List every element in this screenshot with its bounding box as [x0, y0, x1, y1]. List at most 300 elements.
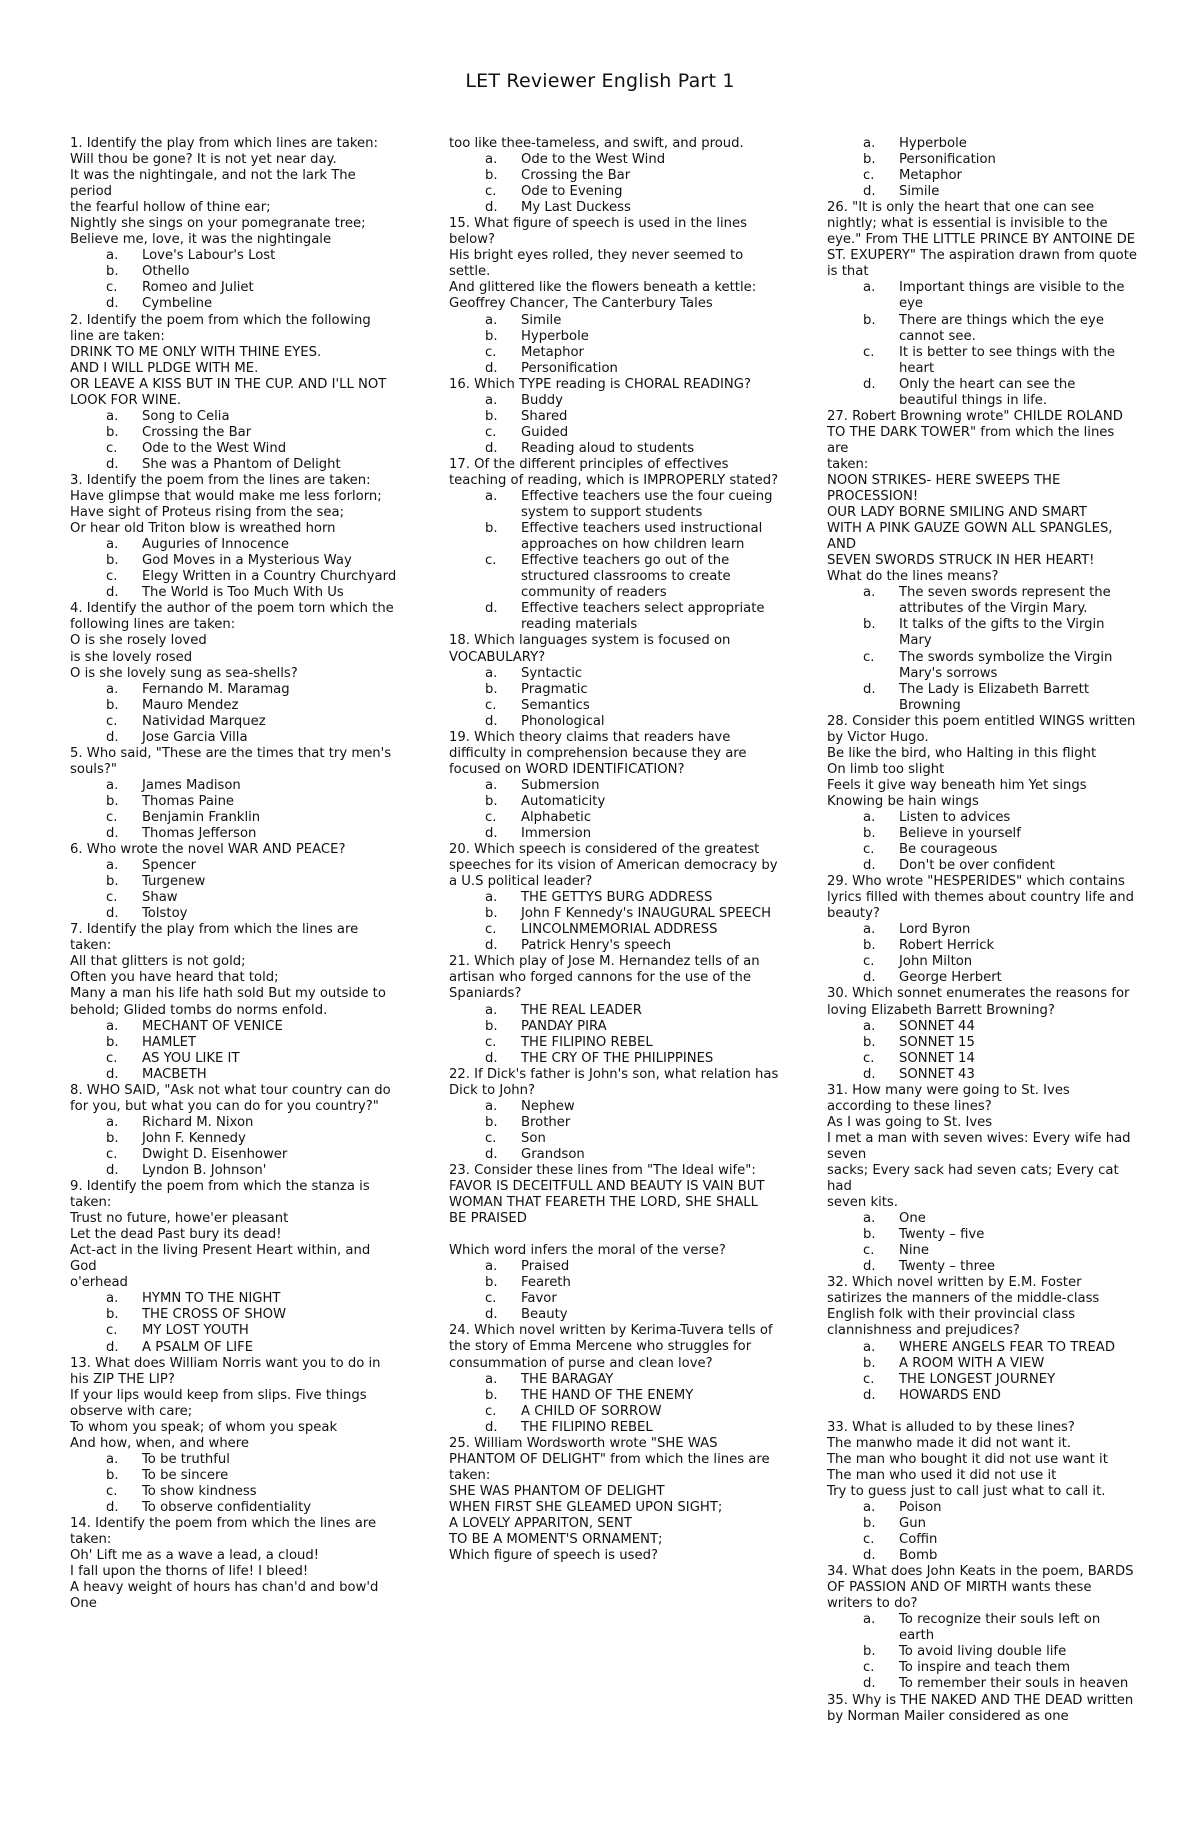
- answer-option: [70, 810, 400, 826]
- option-text: Brother: [521, 1114, 571, 1130]
- answer-option: [70, 1035, 400, 1051]
- text-line: 20. Which speech is considered of the greatest speeches for its vision of American democracy by a U.S political leader?: [449, 842, 778, 890]
- text-line: 2. Identify the poem from which the following: [70, 312, 371, 328]
- option-letter: c.: [106, 280, 118, 296]
- option-letter: d.: [485, 360, 498, 376]
- answer-option: [449, 682, 779, 698]
- option-letter: a.: [106, 1114, 119, 1130]
- text-line: OUR LADY BORNE SMILING AND SMART: [827, 505, 1087, 521]
- option-text: THE CROSS OF SHOW: [142, 1307, 287, 1323]
- option-text: Thomas Paine: [142, 793, 235, 809]
- answer-option: [827, 954, 1137, 970]
- answer-option: [827, 1372, 1137, 1388]
- answer-option: [449, 1115, 779, 1131]
- option-text: Feareth: [521, 1275, 571, 1291]
- answer-option: [827, 1612, 1137, 1644]
- option-letter: d.: [106, 296, 119, 312]
- answer-option: [70, 248, 400, 264]
- answer-option: [70, 1340, 400, 1356]
- option-text: HAMLET: [142, 1034, 197, 1050]
- answer-option: [449, 361, 779, 377]
- text-line: AND I WILL PLDGE WITH ME.: [70, 360, 259, 376]
- option-letter: d.: [863, 970, 876, 986]
- option-letter: a.: [485, 152, 498, 168]
- answer-option: [449, 1131, 779, 1147]
- option-letter: a.: [485, 1002, 498, 1018]
- option-text: Lord Byron: [899, 922, 971, 938]
- option-text: Poison: [899, 1499, 942, 1515]
- option-text: John F. Kennedy: [142, 1130, 246, 1146]
- option-text: To inspire and teach them: [899, 1660, 1071, 1676]
- answer-option: [449, 168, 779, 184]
- option-text: Reading aloud to students: [521, 440, 695, 456]
- option-text: Metaphor: [521, 344, 584, 360]
- option-letter: c.: [106, 1050, 118, 1066]
- option-letter: d.: [863, 1676, 876, 1692]
- option-text: To avoid living double life: [899, 1644, 1067, 1660]
- answer-option: [70, 1131, 400, 1147]
- text-line: BE PRAISED: [449, 1211, 527, 1227]
- answer-option: [827, 1243, 1137, 1259]
- option-text: Important things are visible to the eye: [899, 280, 1125, 312]
- text-line: Knowing be hain wings: [827, 793, 979, 809]
- text-line: Trust no future, howe'er pleasant: [70, 1211, 289, 1227]
- option-letter: d.: [485, 601, 498, 617]
- option-letter: b.: [863, 1227, 876, 1243]
- answer-option: [827, 810, 1137, 826]
- option-text: Shared: [521, 408, 568, 424]
- option-text: God Moves in a Mysterious Way: [142, 553, 352, 569]
- option-letter: d.: [863, 858, 876, 874]
- answer-option: [827, 1676, 1137, 1692]
- option-letter: c.: [863, 1532, 875, 1548]
- text-line: His bright eyes rolled, they never seemed to settle.: [449, 248, 744, 280]
- option-letter: d.: [106, 1499, 119, 1515]
- option-text: Hyperbole: [899, 136, 967, 151]
- text-line: taken:: [827, 456, 869, 472]
- text-line: Act-act in the living Present Heart within, and God: [70, 1243, 371, 1275]
- option-text: THE GETTYS BURG ADDRESS: [521, 890, 713, 906]
- option-text: Son: [521, 1130, 546, 1146]
- answer-option: [70, 1291, 400, 1307]
- answer-option: [449, 152, 779, 168]
- answer-option: [827, 1227, 1137, 1243]
- answer-option: [449, 922, 779, 938]
- blank-line: [449, 1227, 779, 1243]
- option-text: The swords symbolize the Virgin Mary's sorrows: [899, 649, 1113, 681]
- option-text: Favor: [521, 1291, 557, 1307]
- answer-option: [70, 826, 400, 842]
- option-letter: d.: [863, 1387, 876, 1403]
- text-line: sacks; Every sack had seven cats; Every cat had: [827, 1163, 1119, 1195]
- text-line: Let the dead Past bury its dead!: [70, 1227, 282, 1243]
- answer-option: [449, 313, 779, 329]
- option-letter: a.: [863, 1339, 876, 1355]
- option-text: Auguries of Innocence: [142, 537, 290, 553]
- option-text: Romeo and Juliet: [142, 280, 254, 296]
- option-letter: c.: [485, 1291, 497, 1307]
- answer-option: [70, 698, 400, 714]
- option-letter: b.: [863, 617, 876, 633]
- text-line: 8. WHO SAID, "Ask not what tour country can do for you, but what you can do for you country?": [70, 1082, 391, 1114]
- option-text: Syntactic: [521, 665, 583, 681]
- option-text: WHERE ANGELS FEAR TO TREAD: [899, 1339, 1115, 1355]
- answer-option: [70, 682, 400, 698]
- answer-option: [70, 730, 400, 746]
- answer-option: [70, 1163, 400, 1179]
- option-text: LINCOLNMEMORIAL ADDRESS: [521, 922, 718, 938]
- option-letter: a.: [863, 922, 876, 938]
- option-text: One: [899, 1211, 926, 1227]
- answer-option: [449, 1307, 779, 1323]
- text-line: o'erhead: [70, 1275, 128, 1291]
- text-line: Feels it give way beneath him Yet sings: [827, 777, 1087, 793]
- option-letter: b.: [106, 1130, 119, 1146]
- answer-option: [827, 1660, 1137, 1676]
- text-line: Be like the bird, who Halting in this flight: [827, 745, 1097, 761]
- text-line: I met a man with seven wives: Every wife had seven: [827, 1130, 1131, 1162]
- answer-option: [449, 1035, 779, 1051]
- option-letter: d.: [106, 906, 119, 922]
- option-text: Dwight D. Eisenhower: [142, 1146, 288, 1162]
- option-letter: c.: [106, 569, 118, 585]
- text-line: LOOK FOR WINE.: [70, 392, 182, 408]
- answer-option: [449, 441, 779, 457]
- text-line: A LOVELY APPARITON, SENT: [449, 1515, 632, 1531]
- answer-option: [70, 778, 400, 794]
- text-line: 17. Of the different principles of effectives teaching of reading, which is IMPROPERLY stated?: [449, 456, 779, 488]
- option-text: Twenty – five: [899, 1227, 985, 1243]
- option-text: My Last Duckess: [521, 200, 631, 216]
- option-text: Gun: [899, 1515, 926, 1531]
- option-letter: b.: [863, 826, 876, 842]
- option-text: Patrick Henry's speech: [521, 938, 672, 954]
- text-line: SEVEN SWORDS STRUCK IN HER HEART!: [827, 553, 1095, 569]
- option-text: Tolstoy: [142, 906, 188, 922]
- option-letter: c.: [485, 1034, 497, 1050]
- option-letter: a.: [106, 777, 119, 793]
- option-letter: b.: [863, 1644, 876, 1660]
- text-line: And how, when, and where: [70, 1435, 250, 1451]
- text-line: 22. If Dick's father is John's son, what relation has Dick to John?: [449, 1066, 779, 1098]
- option-letter: d.: [485, 1050, 498, 1066]
- answer-option: [70, 1019, 400, 1035]
- answer-option: [449, 698, 779, 714]
- option-letter: c.: [863, 1371, 875, 1387]
- option-text: Beauty: [521, 1307, 568, 1323]
- option-letter: c.: [485, 184, 497, 200]
- answer-option: [449, 714, 779, 730]
- answer-option: [827, 650, 1137, 682]
- answer-option: [449, 1291, 779, 1307]
- text-line: Will thou be gone? It is not yet near day.: [70, 152, 337, 168]
- text-line: TO BE A MOMENT'S ORNAMENT;: [449, 1532, 663, 1548]
- answer-option: [449, 521, 779, 553]
- option-letter: a.: [106, 681, 119, 697]
- option-text: Personification: [521, 360, 618, 376]
- option-letter: a.: [863, 280, 876, 296]
- option-letter: b.: [863, 152, 876, 168]
- answer-option: [449, 393, 779, 409]
- answer-option: [827, 1532, 1137, 1548]
- text-line: Or hear old Triton blow is wreathed horn: [70, 521, 336, 537]
- text-line: 33. What is alluded to by these lines?: [827, 1419, 1075, 1435]
- text-line: 16. Which TYPE reading is CHORAL READING?: [449, 376, 751, 392]
- option-text: The seven swords represent the attributes of the Virgin Mary.: [899, 585, 1111, 617]
- text-line: 35. Why is THE NAKED AND THE DEAD written by Norman Mailer considered as one: [827, 1692, 1134, 1724]
- text-line: The man who used it did not use it: [827, 1467, 1057, 1483]
- option-text: Metaphor: [899, 168, 962, 184]
- option-text: Ode to the West Wind: [142, 440, 287, 456]
- option-letter: d.: [485, 440, 498, 456]
- option-text: Simile: [899, 184, 940, 200]
- option-letter: a.: [863, 1612, 876, 1628]
- option-letter: a.: [106, 858, 119, 874]
- option-text: Coffin: [899, 1532, 938, 1548]
- option-text: Don't be over confident: [899, 858, 1055, 874]
- option-text: Shaw: [142, 890, 178, 906]
- option-text: Praised: [521, 1259, 570, 1275]
- option-text: Submersion: [521, 777, 600, 793]
- option-letter: c.: [485, 424, 497, 440]
- option-text: Effective teachers go out of the structured classrooms to create community of readers: [521, 553, 731, 601]
- answer-option: [70, 569, 400, 585]
- document-title: LET Reviewer English Part 1: [465, 70, 735, 92]
- option-text: MACBETH: [142, 1066, 207, 1082]
- answer-option: [827, 184, 1137, 200]
- option-text: Robert Herrick: [899, 938, 995, 954]
- text-line: 14. Identify the poem from which the lines are taken:: [70, 1516, 377, 1548]
- option-text: Song to Celia: [142, 408, 230, 424]
- option-letter: b.: [106, 424, 119, 440]
- option-letter: d.: [485, 713, 498, 729]
- text-line: 21. Which play of Jose M. Hernandez tells of an artisan who forged cannons for the use of the Spaniards?: [449, 954, 760, 1002]
- option-text: Listen to advices: [899, 809, 1011, 825]
- text-line: To whom you speak; of whom you speak: [70, 1419, 338, 1435]
- option-text: John Milton: [899, 954, 973, 970]
- answer-option: [827, 152, 1137, 168]
- option-letter: d.: [106, 826, 119, 842]
- answer-option: [827, 1500, 1137, 1516]
- option-letter: c.: [485, 1403, 497, 1419]
- option-letter: d.: [485, 200, 498, 216]
- option-letter: d.: [106, 1066, 119, 1082]
- option-letter: b.: [106, 874, 119, 890]
- answer-option: [449, 425, 779, 441]
- option-letter: b.: [863, 938, 876, 954]
- column-3: [827, 136, 1137, 1725]
- option-text: HOWARDS END: [899, 1387, 1001, 1403]
- option-letter: b.: [106, 1034, 119, 1050]
- text-line: WHEN FIRST SHE GLEAMED UPON SIGHT;: [449, 1499, 723, 1515]
- answer-option: [449, 1420, 779, 1436]
- option-text: To observe confidentiality: [142, 1499, 312, 1515]
- answer-option: [827, 1388, 1137, 1404]
- option-letter: b.: [485, 168, 498, 184]
- option-text: MECHANT OF VENICE: [142, 1018, 283, 1034]
- text-line: Oh' Lift me as a wave a lead, a cloud!: [70, 1548, 320, 1564]
- text-line: 24. Which novel written by Kerima-Tuvera tells of the story of Emma Mercene who struggles for: [449, 1323, 773, 1355]
- option-text: Elegy Written in a Country Churchyard: [142, 569, 397, 585]
- text-line: Many a man his life hath sold But my outside to: [70, 986, 386, 1002]
- option-letter: c.: [485, 1130, 497, 1146]
- answer-option: [827, 136, 1137, 152]
- answer-option: [449, 1099, 779, 1115]
- option-letter: d.: [106, 585, 119, 601]
- text-line: 1. Identify the play from which lines are taken:: [70, 136, 378, 151]
- option-letter: a.: [106, 1451, 119, 1467]
- option-letter: c.: [106, 440, 118, 456]
- text-line: 5. Who said, "These are the times that try men's souls?": [70, 745, 392, 777]
- option-letter: b.: [863, 1515, 876, 1531]
- column-1: [70, 136, 400, 1612]
- option-text: James Madison: [142, 777, 241, 793]
- text-line: 15. What figure of speech is used in the lines below?: [449, 216, 747, 248]
- option-text: A ROOM WITH A VIEW: [899, 1355, 1045, 1371]
- option-text: THE FILIPINO REBEL: [521, 1419, 653, 1435]
- answer-option: [449, 553, 779, 601]
- option-letter: d.: [485, 938, 498, 954]
- text-line: A heavy weight of hours has chan'd and bow'd One: [70, 1580, 379, 1612]
- answer-option: [70, 1323, 400, 1339]
- text-line: WOMAN THAT FEARETH THE LORD, SHE SHALL: [449, 1195, 758, 1211]
- text-line: I fall upon the thorns of life! I bleed!: [70, 1564, 309, 1580]
- option-letter: a.: [863, 136, 876, 151]
- answer-option: [449, 409, 779, 425]
- option-letter: d.: [485, 826, 498, 842]
- answer-option: [70, 1468, 400, 1484]
- option-letter: b.: [863, 1355, 876, 1371]
- option-text: Love's Labour's Lost: [142, 248, 276, 264]
- answer-option: [70, 553, 400, 569]
- text-line: On limb too slight: [827, 761, 945, 777]
- option-text: To recognize their souls left on earth: [899, 1612, 1101, 1644]
- text-line: All that glitters is not gold;: [70, 954, 246, 970]
- option-text: There are things which the eye cannot see.: [899, 312, 1104, 344]
- text-line: 3. Identify the poem from the lines are taken:: [70, 472, 371, 488]
- text-line: taken:: [449, 1467, 491, 1483]
- option-letter: c.: [485, 697, 497, 713]
- option-letter: c.: [863, 168, 875, 184]
- answer-option: [70, 794, 400, 810]
- answer-option: [827, 1019, 1137, 1035]
- option-letter: d.: [863, 376, 876, 392]
- answer-option: [70, 1147, 400, 1163]
- answer-option: [449, 1051, 779, 1067]
- text-line: Which word infers the moral of the verse?: [449, 1243, 726, 1259]
- option-letter: b.: [106, 264, 119, 280]
- option-text: Ode to Evening: [521, 184, 623, 200]
- option-text: It talks of the gifts to the Virgin Mary: [899, 617, 1105, 649]
- option-letter: b.: [485, 906, 498, 922]
- option-text: Believe in yourself: [899, 826, 1021, 842]
- option-text: Jose Garcia Villa: [142, 729, 248, 745]
- text-line: 7. Identify the play from which the lines are taken:: [70, 922, 359, 954]
- option-letter: c.: [106, 1483, 118, 1499]
- answer-option: [449, 778, 779, 794]
- option-text: John F Kennedy's INAUGURAL SPEECH: [521, 906, 772, 922]
- option-text: MY LOST YOUTH: [142, 1323, 249, 1339]
- option-letter: a.: [485, 1098, 498, 1114]
- text-line: consummation of purse and clean love?: [449, 1355, 713, 1371]
- option-letter: c.: [863, 954, 875, 970]
- option-letter: d.: [863, 1548, 876, 1564]
- answer-option: [827, 1516, 1137, 1532]
- answer-option: [449, 666, 779, 682]
- option-letter: c.: [863, 1050, 875, 1066]
- column-2: [449, 136, 779, 1564]
- option-text: Simile: [521, 312, 562, 328]
- answer-option: [70, 264, 400, 280]
- option-text: Turgenew: [142, 874, 206, 890]
- answer-option: [827, 1035, 1137, 1051]
- option-letter: a.: [485, 777, 498, 793]
- option-letter: d.: [106, 1339, 119, 1355]
- answer-option: [827, 1356, 1137, 1372]
- text-line: 4. Identify the author of the poem torn which the following lines are taken:: [70, 601, 394, 633]
- text-line: 28. Consider this poem entitled WINGS written by Victor Hugo.: [827, 713, 1136, 745]
- option-text: SONNET 14: [899, 1050, 975, 1066]
- option-text: Lyndon B. Johnson': [142, 1163, 267, 1178]
- text-line: 23. Consider these lines from "The Ideal wife":: [449, 1163, 756, 1178]
- text-line: 30. Which sonnet enumerates the reasons for loving Elizabeth Barrett Browning?: [827, 986, 1130, 1018]
- answer-option: [70, 858, 400, 874]
- answer-option: [70, 1307, 400, 1323]
- answer-option: [827, 585, 1137, 617]
- answer-option: [449, 1259, 779, 1275]
- option-letter: d.: [106, 729, 119, 745]
- text-line: Believe me, love, it was the nightingale: [70, 232, 332, 248]
- answer-option: [70, 1067, 400, 1083]
- option-letter: c.: [485, 809, 497, 825]
- option-letter: a.: [106, 408, 119, 424]
- answer-option: [449, 345, 779, 361]
- option-text: To be truthful: [142, 1451, 230, 1467]
- text-line: 29. Who wrote "HESPERIDES" which contains lyrics filled with themes about country life and beauty?: [827, 874, 1134, 922]
- option-letter: d.: [485, 1419, 498, 1435]
- text-line: Which figure of speech is used?: [449, 1548, 658, 1564]
- option-letter: b.: [106, 697, 119, 713]
- option-text: Nine: [899, 1243, 930, 1259]
- answer-option: [449, 906, 779, 922]
- option-text: Mauro Mendez: [142, 697, 239, 713]
- option-text: Othello: [142, 264, 190, 280]
- text-line: 34. What does John Keats in the poem, BARDS OF PASSION AND OF MIRTH wants these writers to do?: [827, 1564, 1134, 1612]
- option-letter: c.: [863, 1243, 875, 1259]
- option-letter: b.: [485, 1114, 498, 1130]
- text-line: What do the lines means?: [827, 569, 999, 585]
- option-letter: a.: [106, 1018, 119, 1034]
- option-text: Cymbeline: [142, 296, 213, 312]
- option-letter: a.: [485, 312, 498, 328]
- option-text: Nephew: [521, 1098, 575, 1114]
- text-line: 31. How many were going to St. Ives according to these lines?: [827, 1082, 1070, 1114]
- option-letter: b.: [485, 1018, 498, 1034]
- option-text: Phonological: [521, 713, 605, 729]
- answer-option: [827, 313, 1137, 345]
- option-text: Immersion: [521, 826, 592, 842]
- option-text: Alphabetic: [521, 809, 592, 825]
- option-letter: b.: [485, 521, 498, 537]
- text-line: behold; Glided tombs do norms enfold.: [70, 1002, 328, 1018]
- option-letter: d.: [485, 1146, 498, 1162]
- option-text: Richard M. Nixon: [142, 1114, 254, 1130]
- option-text: THE REAL LEADER: [521, 1002, 642, 1018]
- text-line: too like thee-tameless, and swift, and proud.: [449, 136, 744, 151]
- answer-option: [827, 858, 1137, 874]
- text-line: Geoffrey Chancer, The Canterbury Tales: [449, 296, 713, 312]
- answer-option: [449, 200, 779, 216]
